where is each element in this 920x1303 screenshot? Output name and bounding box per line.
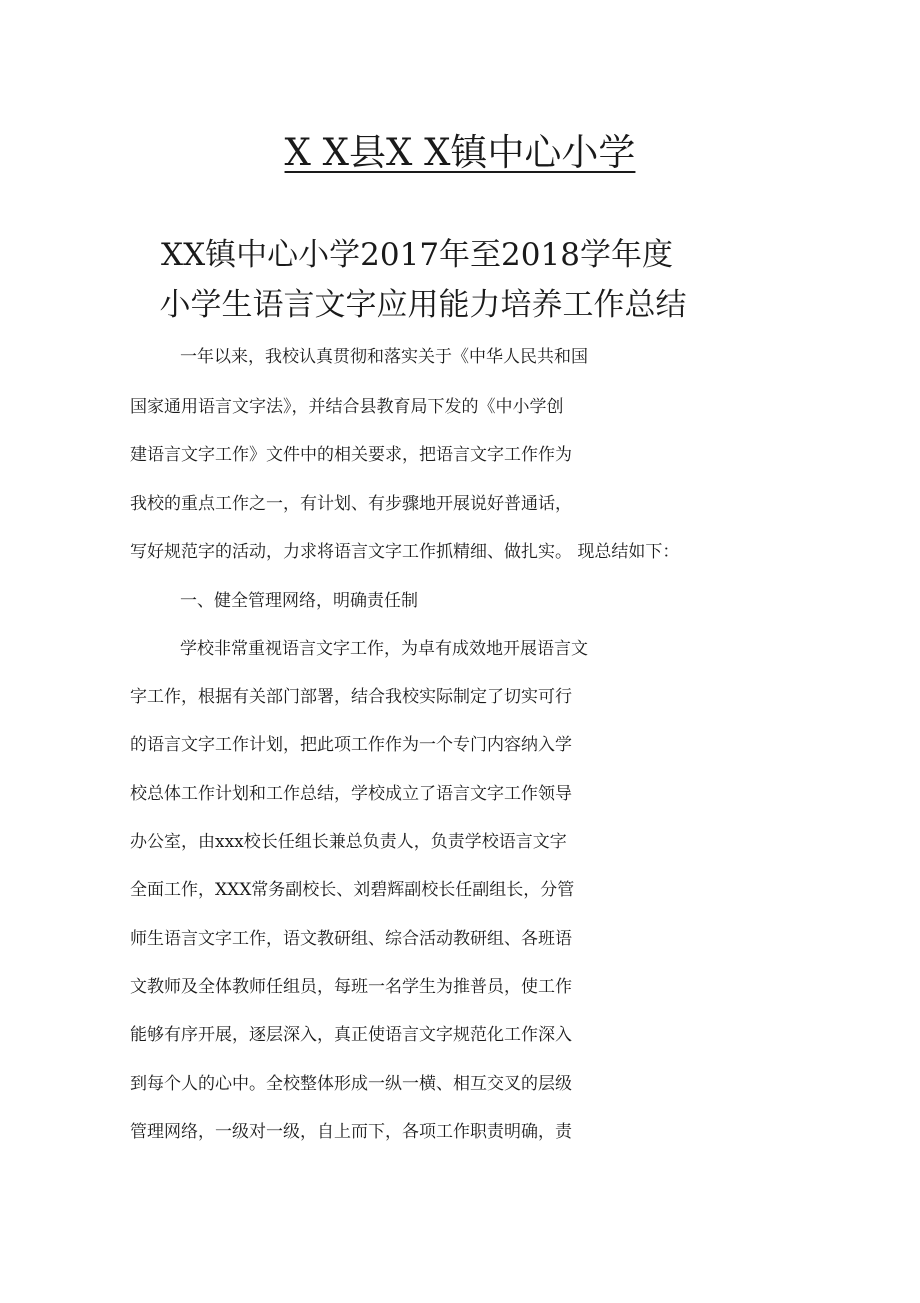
paragraph-line: 字工作，根据有关部门部署，结合我校实际制定了切实可行 <box>130 687 572 707</box>
section-heading: 一、健全管理网络，明确责任制 <box>180 591 418 611</box>
report-title-line-1: XX镇中心小学2017年至2018学年度 <box>161 237 673 273</box>
paragraph-line: 校总体工作计划和工作总结，学校成立了语言文字工作领导 <box>130 784 572 804</box>
paragraph-line: 写好规范字的活动，力求将语言文字工作抓精细、做扎实。 现总结如下： <box>130 542 680 562</box>
paragraph-line: 我校的重点工作之一，有计划、有步骤地开展说好普通话， <box>130 494 572 514</box>
paragraph-line: 的语言文字工作计划，把此项工作作为一个专门内容纳入学 <box>130 735 572 755</box>
paragraph-line: 管理网络，一级对一级，自上而下，各项工作职责明确，责 <box>130 1122 572 1142</box>
paragraph-line: 一年以来，我校认真贯彻和落实关于《中华人民共和国 <box>180 347 588 367</box>
school-name-text: X X县X X镇中心小学 <box>284 131 636 174</box>
paragraph-line: 师生语言文字工作，语文教研组、综合活动教研组、各班语 <box>130 929 572 949</box>
paragraph-line: 全面工作，XXX常务副校长、刘碧辉副校长任副组长，分管 <box>130 880 575 900</box>
paragraph-line: 到每个人的心中。全校整体形成一纵一横、相互交叉的层级 <box>130 1074 572 1094</box>
paragraph-line: 能够有序开展，逐层深入，真正使语言文字规范化工作深入 <box>130 1025 572 1045</box>
paragraph-line: 文教师及全体教师任组员，每班一名学生为推普员，使工作 <box>130 977 572 997</box>
paragraph-line: 学校非常重视语言文字工作，为卓有成效地开展语言文 <box>180 639 588 659</box>
paragraph-line: 国家通用语言文字法》，并结合县教育局下发的《中小学创 <box>130 397 564 417</box>
school-name-heading <box>0 128 920 178</box>
paragraph-line: 办公室，由xxx校长任组长兼总负责人，负责学校语言文字 <box>130 832 567 852</box>
paragraph-line: 建语言文字工作》文件中的相关要求，把语言文字工作作为 <box>130 445 572 465</box>
report-title-line-2: 小学生语言文字应用能力培养工作总结 <box>159 287 687 323</box>
